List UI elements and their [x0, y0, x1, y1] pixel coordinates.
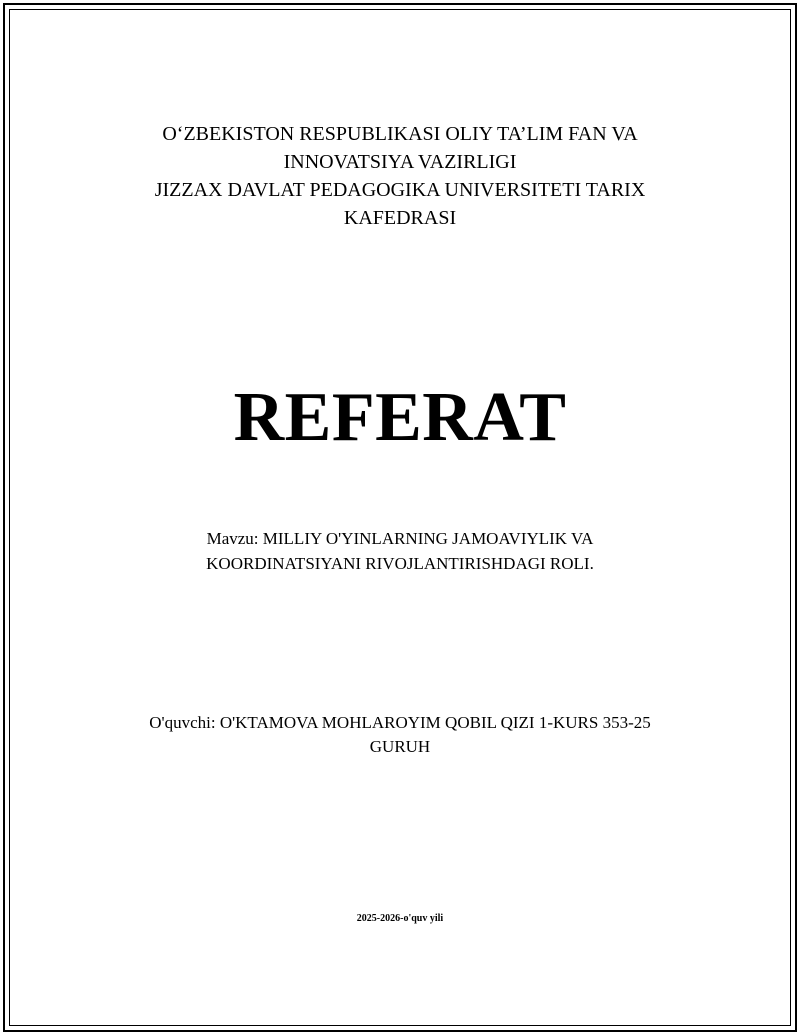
student-info	[0, 711, 800, 759]
header-line: KAFEDRASI	[343, 207, 457, 229]
header-line: O‘ZBEKISTON RESPUBLIKASI OLIY TA’LIM FAN VA	[162, 123, 638, 145]
student-line: O'quvchi: O'KTAMOVA MOHLAROYIM QOBIL QIZI 1-KURS 353-25	[149, 713, 651, 732]
student-line: GURUH	[369, 737, 431, 756]
institution-header	[0, 120, 800, 232]
document-title: REFERAT	[233, 379, 567, 456]
topic	[0, 526, 800, 576]
topic-line: KOORDINATSIYANI RIVOJLANTIRISHDAGI ROLI.	[206, 554, 594, 573]
header-line: JIZZAX DAVLAT PEDAGOGIKA UNIVERSITETI TARIX	[154, 179, 646, 201]
topic-line: Mavzu: MILLIY O'YINLARNING JAMOAVIYLIK VA	[206, 529, 594, 548]
header-line: INNOVATSIYA VAZIRLIGI	[283, 151, 517, 173]
academic-year: 2025-2026-o'quv yili	[356, 913, 444, 924]
